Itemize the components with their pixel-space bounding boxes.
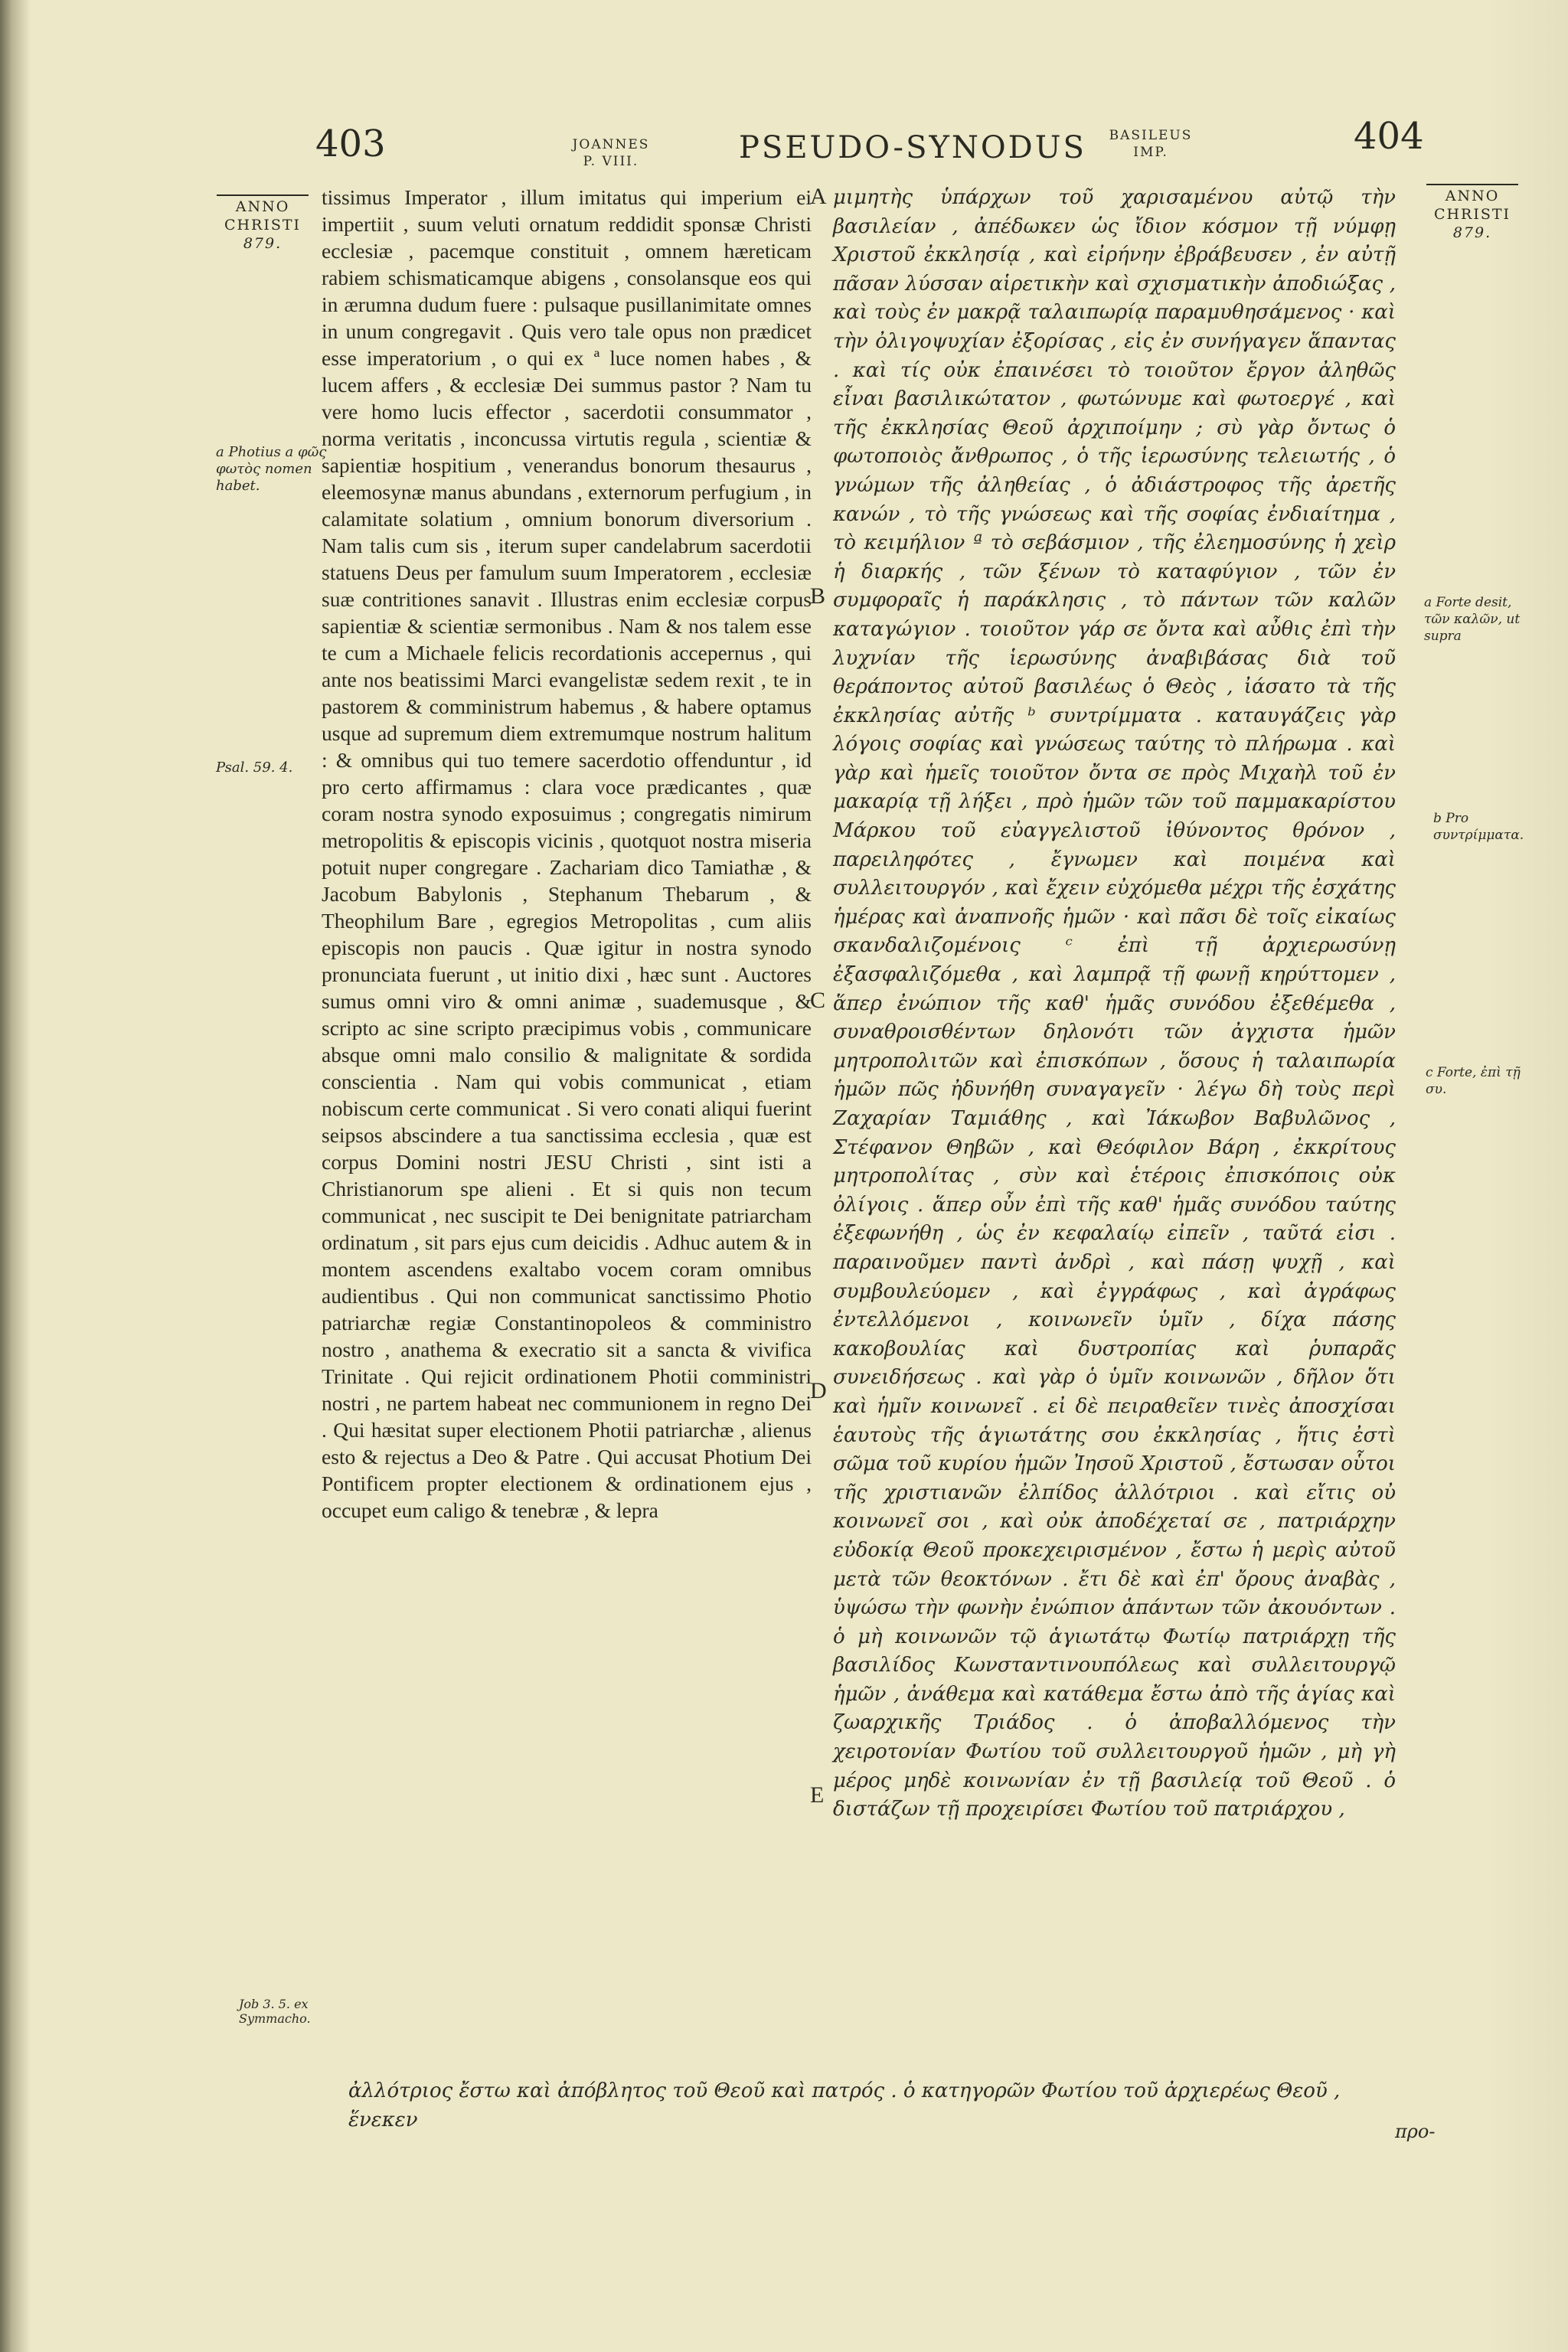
anno-rule <box>1426 184 1518 185</box>
running-header <box>0 115 1568 176</box>
section-letter-c: C <box>810 988 826 1013</box>
right-anno-christi: ANNO CHRISTI 879. <box>1423 184 1522 242</box>
page-number-right: 404 <box>1354 115 1424 158</box>
running-title: PSEUDO-SYNODUS <box>739 130 1086 165</box>
right-running-heading: BASILEUS IMP. <box>1109 128 1193 160</box>
greek-column <box>833 184 1396 1824</box>
section-letter-e: E <box>810 1782 825 1808</box>
left-margin-note-a: a Photius a φῶς φωτὸς nomen habet. <box>216 444 327 494</box>
anno-rule <box>217 194 309 196</box>
right-margin-note-a: a Forte desit, τῶν καλῶν, ut supra <box>1424 595 1521 644</box>
greek-continuation-line: ἀλλότριος ἔστω καὶ ἀπόβλητος τοῦ Θεοῦ καὶ πατρός . ὁ κατηγορῶν Φωτίου τοῦ ἀρχιερέως Θεοῦ , ἕνεκεν <box>348 2079 1341 2132</box>
left-margin-note-psal: Psal. 59. 4. <box>216 760 293 776</box>
section-letter-d: D <box>810 1378 827 1403</box>
page-right-edge <box>1484 0 1568 2352</box>
right-margin-note-b: b Pro συντρίμματα. <box>1433 811 1524 843</box>
greek-text: μιμητὴς ὑπάρχων τοῦ χαρισαμένου αὐτῷ τὴν βασιλείαν , ἀπέδωκεν ὡς ἴδιον κόσμον τῇ νύμφῃ Χριστοῦ ἐκκλησίᾳ , καὶ εἰρήνην ἐβράβευσεν , ἐν αὐτῇ πᾶσαν λύσσαν αἱρετικὴν καὶ σχισματικὴν ἀποδιώξας , καὶ τοὺς ἐν μακρᾷ ταλαιπωρίᾳ παραμυθησάμενος · καὶ τὴν ὀλιγοψυχίαν ἐξορίσας , εἰς ἐν συνήγαγεν ἅπαντας . καὶ τίς οὐκ ἐπαινέσει τὸ τοιοῦτον ἔργον ἀληθῶς εἶναι βασιλικώτατον , φωτώνυμε καὶ φωτοεργέ , καὶ τῆς ἐκκλησίας Θεοῦ ἀρχιποίμην ; σὺ γὰρ ὄντως ὁ φωτοποιὸς ἄνθρωπος , ὁ τῆς ἱερωσύνης τελειωτής , ὁ γνώμων τῆς ἀληθείας , ὁ ἀδιάστροφος τῆς ἀρετῆς κανών , τὸ τῆς γνώσεως καὶ τῆς σοφίας ἐνδιαίτημα , τὸ κειμήλιον ª τὸ σεβάσμιον , τῆς ἐλεημοσύνης ἡ χεὶρ ἡ διαρκής , τῶν ξένων τὸ καταφύγιον , τῶν ἐν συμφοραῖς ἡ παράκλησις , τὸ πάντων τῶν καλῶν καταγώγιον . τοιοῦτον γάρ σε ὄντα καὶ αὖθις ἐπὶ τὴν λυχνίαν τῆς ἱερωσύνης ἀναβιβάσας διὰ τοῦ θεράποντος αὐτοῦ βασιλέως ὁ Θεὸς , ἰάσατο τὰ τῆς ἐκκλησίας αὐτῆς ᵇ συντρίμματα . καταυγάζεις γὰρ λόγοις σοφίας καὶ γνώσεως ταύτης τὸ πλήρωμα . καὶ γὰρ καὶ ἡμεῖς τοιοῦτον ὄντα σε πρὸς Μιχαὴλ τοῦ ἐν μακαρίᾳ τῇ λήξει , πρὸ ἡμῶν τῶν τοῦ παμμακαρίστου Μάρκου τοῦ εὐαγγελιστοῦ ἰθύνοντος θρόνον , παρειληφότες , ἔγνωμεν καὶ ποιμένα καὶ συλλειτουργόν , καὶ ἔχειν εὐχόμεθα μέχρι τῆς ἐσχάτης ἡμέρας καὶ ἀναπνοῆς ἡμῶν · καὶ πᾶσι δὲ τοῖς εἰκαίως σκανδαλιζομένοις ᶜ ἐπὶ τῇ ἀρχιερωσύνῃ ἐξασφαλιζόμεθα , καὶ λαμπρᾷ τῇ φωνῇ κηρύττομεν , ἅπερ ἐνώπιον τῆς καθ' ἡμᾶς συνόδου ἐξεθέμεθα , συναθροισθέντων δηλονότι τῶν ἀγχιστα ἡμῶν μητροπολιτῶν καὶ ἐπισκόπων , ὅσους ἡ ταλαιπωρία ἡμῶν πῶς ἠδυνήθη συναγαγεῖν · λέγω δὴ τοὺς περὶ Ζαχαρίαν Ταμιάθης , καὶ Ἰάκωβον Βαβυλῶνος , Στέφανον Θηβῶν , καὶ Θεόφιλον Βάρη , ἐκκρίτους μητροπολίτας , σὺν καὶ ἑτέροις ἐπισκόποις οὐκ ὀλίγοις . ἅπερ οὖν ἐπὶ τῆς καθ' ἡμᾶς συνόδου ταύτης ἐξεφωνήθη , ὡς ἐν κεφαλαίῳ εἰπεῖν , ταῦτά εἰσι . παραινοῦμεν παντὶ ἀνδρὶ , καὶ πάσῃ ψυχῇ , καὶ συμβουλεύομεν , καὶ ἐγγράφως , καὶ ἀγράφως ἐντελλόμενοι , κοινωνεῖν ὑμῖν , δίχα πάσης κακοβουλίας καὶ δυστροπίας καὶ ῥυπαρᾶς συνειδήσεως . καὶ γὰρ ὁ ὑμῖν κοινωνῶν , δῆλον ὅτι καὶ ἡμῖν κοινωνεῖ . εἰ δὲ πειραθεῖεν τινὲς ἀποσχίσαι ἑαυτοὺς τῆς ἁγιωτάτης σου ἐκκλησίας , ἥτις ἐστὶ σῶμα τοῦ κυρίου ἡμῶν Ἰησοῦ Χριστοῦ , ἔστωσαν οὗτοι τῆς χριστιανῶν ἐλπίδος ἀλλότριοι . καὶ εἴτις οὐ κοινωνεῖ σοι , καὶ οὐκ ἀποδέχεταί σε , πατριάρχην εὐδοκίᾳ Θεοῦ προκεχειρισμένον , ἔστω ἡ μερὶς αὐτοῦ μετὰ τῶν θεοκτόνων . ἔτι δὲ καὶ ἐπ' ὄρους ἀναβὰς , ὑψώσω τὴν φωνὴν ἐνώπιον ἁπάντων τῶν ἀκουόντων . ὁ μὴ κοινωνῶν τῷ ἁγιωτάτῳ Φωτίῳ πατριάρχῃ τῆς βασιλίδος Κωνσταντινουπόλεως καὶ συλλειτουργῷ ἡμῶν , ἀνάθεμα καὶ κατάθεμα ἔστω ἀπὸ τῆς ἁγίας καὶ ζωαρχικῆς Τριάδος . ὁ ἀποβαλλόμενος τὴν χειροτονίαν Φωτίου τοῦ συλλειτουργοῦ ἡμῶν , μὴ γὴ μέρος μηδὲ κοινωνίαν ἐν τῇ βασιλείᾳ τοῦ Θεοῦ . ὁ διστάζων τῇ προχειρίσει Φωτίου τοῦ πατριάρχου , <box>833 186 1396 1821</box>
page-number-left: 403 <box>315 122 386 165</box>
left-anno-christi: ANNO CHRISTI 879. <box>213 194 312 253</box>
left-running-heading: JOANNES P. VIII. <box>572 137 650 169</box>
latin-text: tissimus Imperator , illum imitatus qui imperium ei impertiit , suum veluti ornatum reddidit sponsæ Christi ecclesiæ , pacemque constituit , omnem hæreticam rabiem schismaticamque abigens , consolansque eos qui in ærumna dudum fuere : pulsaque pusillanimitate omnes in unum congregavit . Quis vero tale opus non prædicet esse imperatorium , o qui ex ª luce nomen habes , & lucem affers , & ecclesiæ Dei summus pastor ? Nam tu vere homo lucis effector , sacerdotii consummator , norma veritatis , inconcussa virtutis regula , scientiæ & sapientiæ hospitium , venerandus bonorum thesaurus , eleemosynæ manus abundans , externorum perfugium , in calamitate solatium , omnium bonorum diversorium . Nam talis cum sis , iterum super candelabrum sacerdotii statuens Deus per famulum suum Imperatorem , ecclesiæ suæ contritiones sanavit . Illustras enim ecclesiæ corpus sapientiæ & scientiæ sermonibus . Nam & nos talem esse te cum a Michaele felicis recordationis accepernus , qui ante nos beatissimi Marci evangelistæ sedem rexit , te in pastorem & comministrum habemus , & habere optamus usque ad supremum diem extremumque nostrum halitum : & omnibus qui tuo temere sacerdotio offenduntur , id pro certo affirmamus : clara voce prædicantes , quæ coram nostra synodo exposuimus ; congregatis nimirum metropolitis & episcopis vicinis , quotquot nostra miseria potuit nuper congregare . Zachariam dico Tamiathæ , & Jacobum Babylonis , Stephanum Thebarum , & Theophilum Bare , egregios Metropolitas , cum aliis episcopis non paucis . Quæ igitur in nostra synodo pronunciata fuerunt , ut initio dixi , hæc sunt . Auctores sumus omni viro & omni animæ , suademusque , & scripto ac sine scripto præcipimus vobis , communicare absque omni malo consilio & malignitate & sordida conscientia . Nam qui vobis communicat , etiam nobiscum certe communicat . Si vero conati aliqui fuerint seipsos abscindere a tua sanctissima ecclesia , quæ est corpus Domini nostri JESU Christi , sint isti a Christianorum spe alieni . Et si quis non tecum communicat , nec suscipit te Dei benignitate patriarcham ordinatum , sit pars ejus cum deicidis . Adhuc autem & in montem ascendens exaltabo vocem coram omnibus audientibus . Qui non communicat sanctissimo Photio patriarchæ regiæ Constantinopoleos & comministro nostro , anathema & execratio sit a sancta & vivifica Trinitate . Qui rejicit ordinationem Photii comministri nostri , ne partem habeat nec communionem in regno Dei . Qui hæsitat super electionem Photii patriarchæ , alienus esto & rejectus a Deo & Patre . Qui accusat Photium Dei Pontificem propter electionem & ordinationem ejus , occupet eum caligo & tenebræ , & lepra <box>322 185 812 1522</box>
section-letter-a: A <box>810 184 827 209</box>
page-gutter-shadow <box>0 0 31 2352</box>
right-margin-note-c: c Forte, ἐπὶ τῇ συ. <box>1426 1065 1521 1097</box>
section-letter-b: B <box>810 583 826 609</box>
latin-column <box>322 184 812 1524</box>
catchword: προ- <box>1395 2121 1436 2142</box>
left-margin-note-job: Job 3. 5. ex Symmacho. <box>239 1997 311 2026</box>
